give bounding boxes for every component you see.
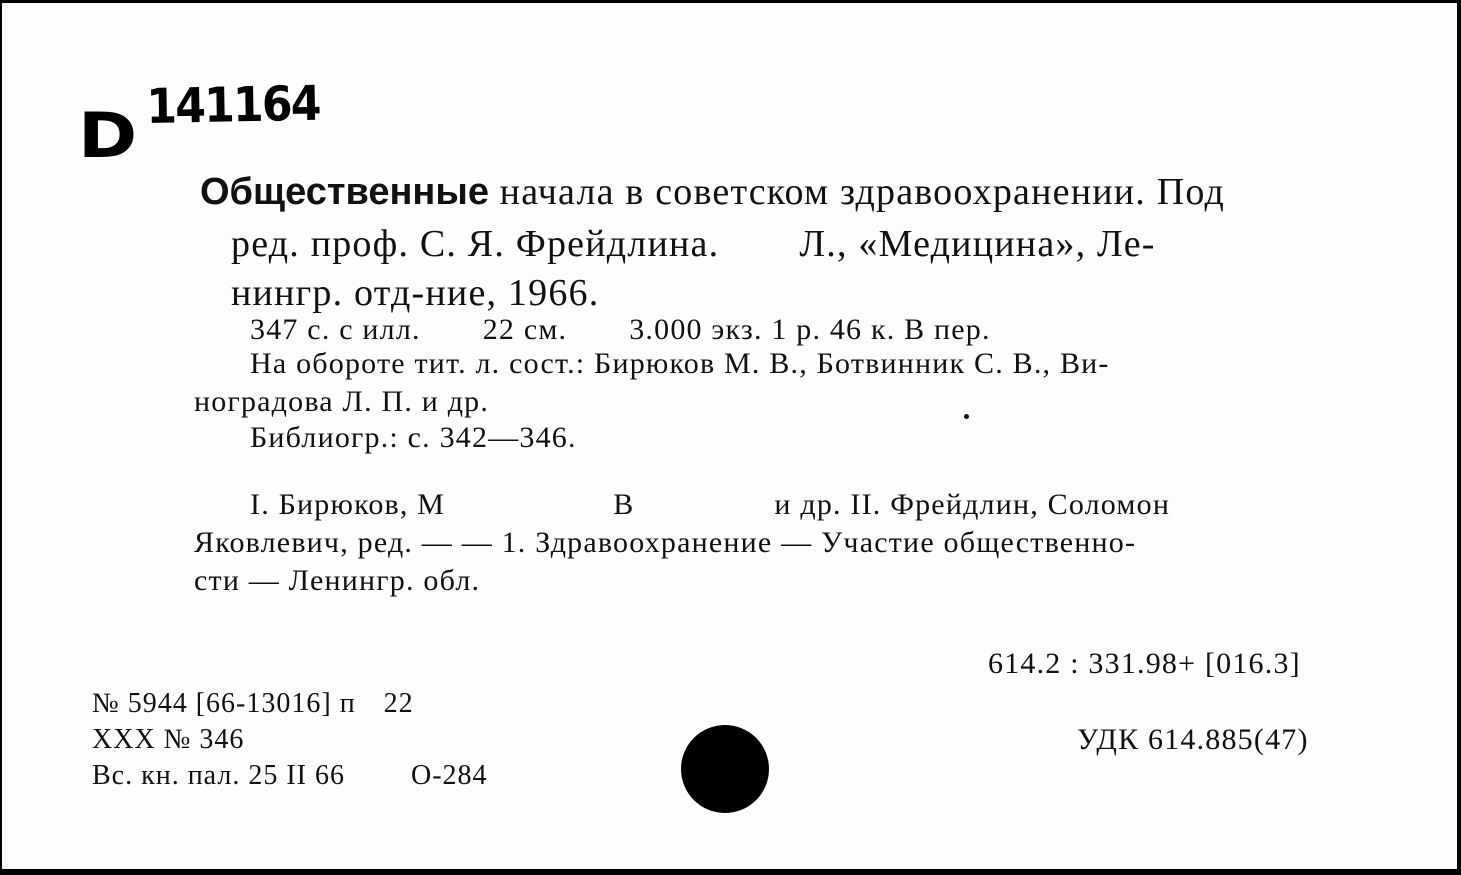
collation-line [250, 315, 991, 345]
card-number: № 5944 [66-13016] п [92, 688, 356, 719]
ink-speck [964, 414, 969, 419]
title-line-3: нингр. отд-ние, 1966. [231, 272, 600, 314]
call-letter: D [78, 99, 138, 172]
tracing-line-2: Яковлевич, ред. — — 1. Здравоохранение — Участие общественно- [194, 526, 1137, 559]
imprint-start: Л., «Медицина», Ле- [799, 223, 1156, 265]
stat-line-1 [92, 690, 414, 718]
punch-hole [681, 725, 769, 813]
catalog-card [2, 2, 1457, 869]
tracing-line-3: сти — Ленингр. обл. [194, 564, 481, 597]
tracing-editor: и др. II. Фрейдлин, Соломон [774, 488, 1171, 521]
udc-code: УДК 614.885(47) [1077, 723, 1309, 756]
collation-run-price: 3.000 экз. 1 р. 46 к. В пер. [629, 313, 991, 346]
title-line-1 [200, 173, 1225, 211]
tracing-initial: В [613, 488, 635, 521]
stat-line-2: XXX № 346 [92, 724, 245, 755]
tracing-author: I. Бирюков, М [250, 488, 446, 521]
call-number: 141164 [145, 75, 321, 135]
order-code: О-284 [410, 760, 488, 791]
title-line-1-rest: начала в советском здравоохранении. Под [488, 171, 1225, 213]
note-line-2: ноградова Л. П. и др. [194, 385, 490, 418]
bibliography-note: Библиогр.: с. 342—346. [250, 421, 577, 454]
collation-pages: 347 с. с илл. [250, 313, 421, 346]
print-sheets: 22 [383, 688, 414, 719]
classification-code: 614.2 : 331.98+ [016.3] [988, 647, 1301, 680]
collation-size: 22 см. [482, 313, 568, 346]
tracing-line-1 [250, 490, 1170, 520]
note-line-1: На обороте тит. л. сост.: Бирюков М. В., Ботвинник С. В., Ви- [250, 347, 1110, 380]
title-line-2 [231, 225, 1156, 263]
editor-statement: ред. проф. С. Я. Фрейдлина. [231, 223, 720, 265]
title-main-word: Общественные [200, 171, 489, 213]
book-chamber-date: Вс. кн. пал. 25 II 66 [92, 760, 345, 791]
stat-line-3 [92, 762, 488, 790]
